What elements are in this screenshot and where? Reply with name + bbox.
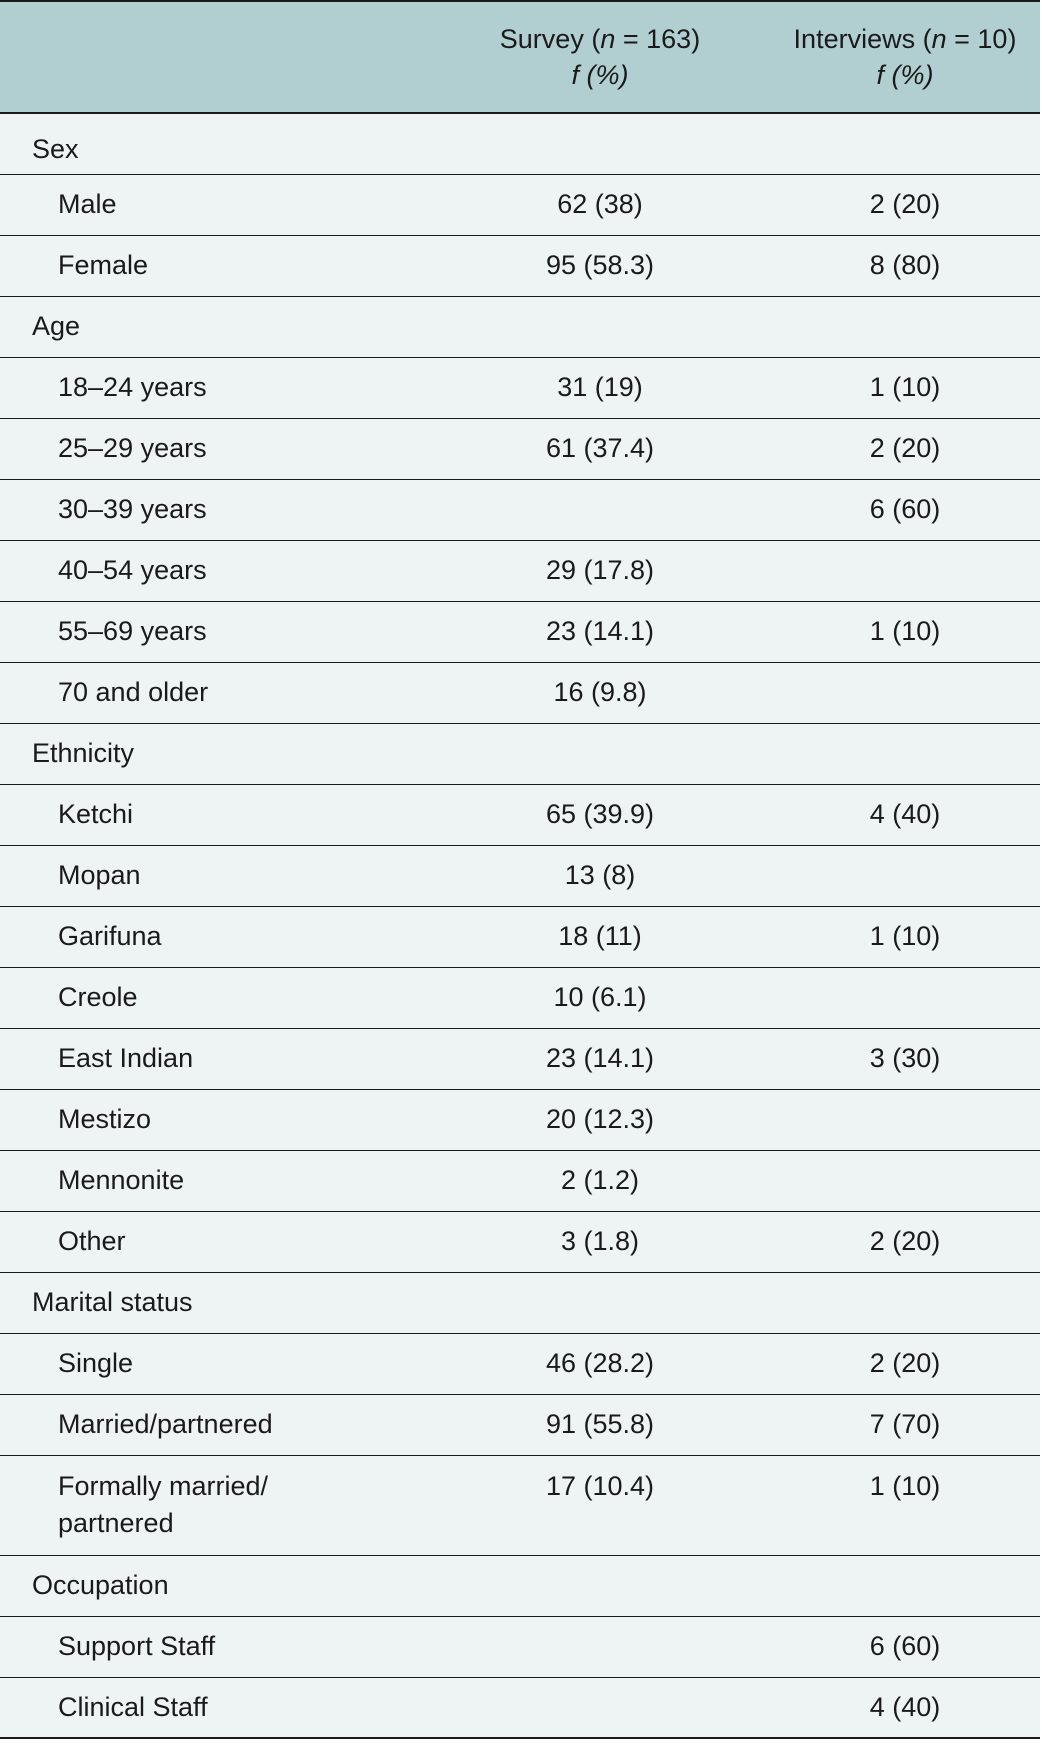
table-row — [0, 174, 1040, 235]
survey-value: 65 (39.9) — [430, 784, 770, 845]
interviews-value — [770, 845, 1040, 906]
survey-value: 3 (1.8) — [430, 1211, 770, 1272]
table-row — [0, 662, 1040, 723]
group-row-sex — [0, 113, 1040, 174]
table-row — [0, 1394, 1040, 1455]
survey-value: 10 (6.1) — [430, 967, 770, 1028]
interviews-value — [770, 1089, 1040, 1150]
group-row-occupation — [0, 1555, 1040, 1616]
survey-value: 2 (1.2) — [430, 1150, 770, 1211]
header-interviews — [770, 1, 1040, 113]
survey-value: 23 (14.1) — [430, 1028, 770, 1089]
table-row — [0, 1616, 1040, 1677]
survey-value: 17 (10.4) — [430, 1455, 770, 1555]
header-blank-cell — [0, 1, 430, 113]
interviews-value — [770, 662, 1040, 723]
row-label: 18–24 years — [0, 357, 430, 418]
interviews-value: 2 (20) — [770, 418, 1040, 479]
table-row — [0, 845, 1040, 906]
header-interviews-title: Interviews (n = 10) — [793, 24, 1017, 54]
row-label: 40–54 years — [0, 540, 430, 601]
interviews-value: 7 (70) — [770, 1394, 1040, 1455]
header-survey — [430, 1, 770, 113]
group-label: Age — [0, 296, 1040, 357]
group-label: Occupation — [0, 1555, 1040, 1616]
interviews-value: 3 (30) — [770, 1028, 1040, 1089]
survey-value: 31 (19) — [430, 357, 770, 418]
interviews-value: 6 (60) — [770, 479, 1040, 540]
row-label: Mopan — [0, 845, 430, 906]
table-row — [0, 1150, 1040, 1211]
table-body — [0, 113, 1040, 1738]
survey-value: 46 (28.2) — [430, 1333, 770, 1394]
group-row-ethnicity — [0, 723, 1040, 784]
survey-value: 62 (38) — [430, 174, 770, 235]
table-row — [0, 479, 1040, 540]
table-row — [0, 1089, 1040, 1150]
header-survey-stat: f (%) — [571, 60, 629, 90]
interviews-value: 1 (10) — [770, 906, 1040, 967]
interviews-value: 1 (10) — [770, 1455, 1040, 1555]
survey-value — [430, 1616, 770, 1677]
row-label: 70 and older — [0, 662, 430, 723]
table-row — [0, 1677, 1040, 1738]
interviews-value — [770, 540, 1040, 601]
row-label: Married/partnered — [0, 1394, 430, 1455]
table-row — [0, 540, 1040, 601]
survey-value: 95 (58.3) — [430, 235, 770, 296]
table-row — [0, 906, 1040, 967]
group-label: Marital status — [0, 1272, 1040, 1333]
table-row — [0, 1333, 1040, 1394]
group-label: Ethnicity — [0, 723, 1040, 784]
table-row — [0, 1455, 1040, 1555]
row-label: Mennonite — [0, 1150, 430, 1211]
interviews-value: 4 (40) — [770, 784, 1040, 845]
table-row — [0, 235, 1040, 296]
row-label: East Indian — [0, 1028, 430, 1089]
row-label: 25–29 years — [0, 418, 430, 479]
group-row-age — [0, 296, 1040, 357]
header-interviews-stat: f (%) — [876, 60, 934, 90]
row-label: Formally married/ partnered — [0, 1455, 430, 1555]
row-label: Garifuna — [0, 906, 430, 967]
interviews-value: 2 (20) — [770, 1333, 1040, 1394]
interviews-value: 6 (60) — [770, 1616, 1040, 1677]
interviews-value: 8 (80) — [770, 235, 1040, 296]
group-label: Sex — [0, 113, 1040, 174]
header-survey-title: Survey (n = 163) — [499, 24, 701, 54]
interviews-value: 4 (40) — [770, 1677, 1040, 1738]
survey-value: 16 (9.8) — [430, 662, 770, 723]
table-row — [0, 1211, 1040, 1272]
survey-value: 61 (37.4) — [430, 418, 770, 479]
table-row — [0, 967, 1040, 1028]
interviews-value — [770, 1150, 1040, 1211]
survey-value: 29 (17.8) — [430, 540, 770, 601]
survey-value: 13 (8) — [430, 845, 770, 906]
interviews-value: 2 (20) — [770, 174, 1040, 235]
interviews-value: 1 (10) — [770, 601, 1040, 662]
row-label: Clinical Staff — [0, 1677, 430, 1738]
row-label: 30–39 years — [0, 479, 430, 540]
row-label: Creole — [0, 967, 430, 1028]
table-row — [0, 601, 1040, 662]
row-label: Single — [0, 1333, 430, 1394]
survey-value — [430, 1677, 770, 1738]
survey-value: 91 (55.8) — [430, 1394, 770, 1455]
row-label: Male — [0, 174, 430, 235]
row-label: 55–69 years — [0, 601, 430, 662]
table-row — [0, 784, 1040, 845]
table-row — [0, 357, 1040, 418]
survey-value: 23 (14.1) — [430, 601, 770, 662]
row-label: Female — [0, 235, 430, 296]
survey-value: 20 (12.3) — [430, 1089, 770, 1150]
group-row-marital-status — [0, 1272, 1040, 1333]
row-label: Mestizo — [0, 1089, 430, 1150]
interviews-value — [770, 967, 1040, 1028]
interviews-value: 1 (10) — [770, 357, 1040, 418]
survey-value — [430, 479, 770, 540]
row-label: Ketchi — [0, 784, 430, 845]
row-label: Support Staff — [0, 1616, 430, 1677]
table-row — [0, 1028, 1040, 1089]
row-label: Other — [0, 1211, 430, 1272]
table-row — [0, 418, 1040, 479]
survey-value: 18 (11) — [430, 906, 770, 967]
table-header-row — [0, 1, 1040, 113]
interviews-value: 2 (20) — [770, 1211, 1040, 1272]
